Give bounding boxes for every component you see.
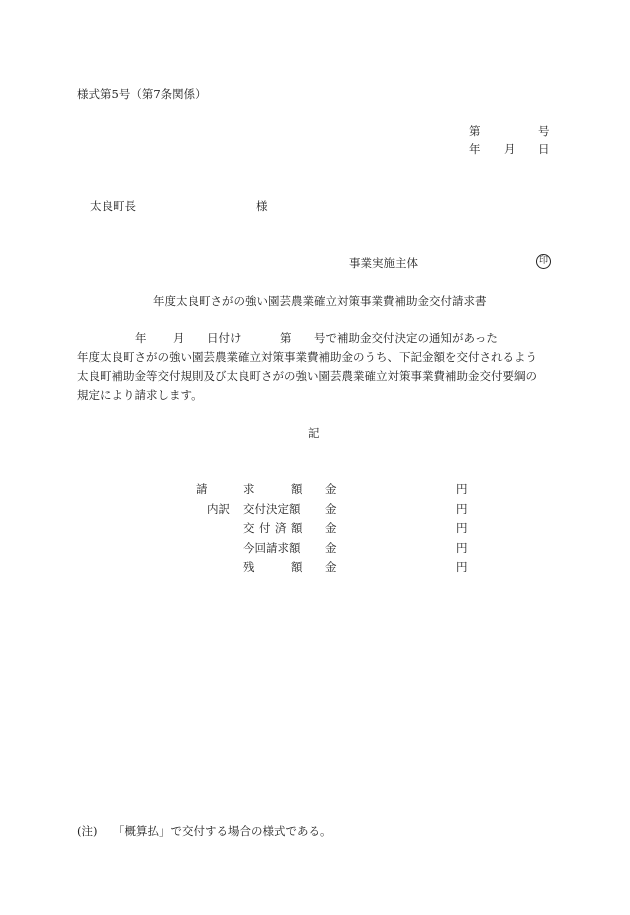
row5-char-c: 額 — [291, 560, 303, 574]
row2-en: 円 — [456, 501, 468, 516]
form-number: 様式第5号（第7条関係） — [77, 87, 207, 101]
date-day: 日 — [538, 142, 550, 156]
row2-label: 交付決定額 — [243, 501, 301, 516]
date-year: 年 — [469, 142, 481, 156]
body-line-2: 年度太良町さがの強い園芸農業確立対策事業費補助金のうち、下記金額を交付されるよう — [77, 350, 537, 364]
body-rest: 号で補助金交付決定の通知があった — [314, 331, 498, 345]
body-year: 年 — [135, 331, 147, 345]
doc-number-dai: 第 — [469, 124, 481, 138]
row2-uchiwake: 内訳 — [207, 501, 230, 516]
row3-en: 円 — [456, 521, 468, 535]
row3-char-b: 付 — [259, 521, 271, 535]
row1-char-b: 求 — [243, 482, 255, 496]
body-line-3: 太良町補助金等交付規則及び太良町さがの強い園芸農業確立対策事業費補助金交付要綱の — [77, 369, 537, 383]
row1-char-a: 請 — [196, 482, 208, 496]
document-title: 年度太良町さがの強い園芸農業確立対策事業費補助金交付請求書 — [153, 294, 487, 308]
row3-char-c: 済 — [275, 521, 287, 535]
note-text: 「概算払」で交付する場合の様式である。 — [113, 824, 332, 838]
row5-en: 円 — [456, 560, 468, 574]
row4-kin: 金 — [325, 540, 337, 555]
applicant-label: 事業実施主体 — [349, 256, 418, 270]
doc-number-go: 号 — [538, 124, 550, 138]
row5-kin: 金 — [325, 560, 337, 574]
row3-char-a: 交 — [243, 521, 255, 535]
addressee-sama: 様 — [256, 199, 268, 213]
body-dai: 第 — [280, 331, 292, 345]
ki-heading: 記 — [308, 426, 320, 440]
row1-kin: 金 — [325, 482, 337, 496]
body-month: 月 — [173, 331, 185, 345]
row4-label: 今回請求額 — [243, 540, 301, 555]
row3-char-d: 額 — [291, 521, 303, 535]
row1-char-c: 額 — [291, 482, 303, 496]
body-line-4: 規定により請求します。 — [77, 388, 203, 402]
addressee-name: 太良町長 — [90, 199, 136, 213]
row2-kin: 金 — [325, 501, 337, 516]
row3-kin: 金 — [325, 521, 337, 535]
date-month: 月 — [504, 142, 516, 156]
body-date: 日付け — [207, 331, 242, 345]
seal-mark: 印 — [536, 254, 551, 269]
note-label: (注) — [77, 824, 98, 838]
row4-en: 円 — [456, 540, 468, 555]
row5-char-a: 残 — [243, 560, 255, 574]
body-line-1 — [77, 329, 557, 348]
row1-en: 円 — [456, 482, 468, 496]
